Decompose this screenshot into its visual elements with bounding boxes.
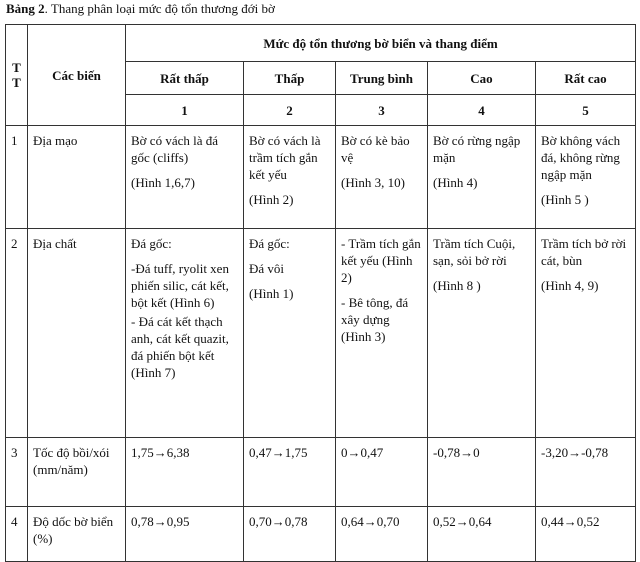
cell-level-4: Trầm tích Cuội, sạn, sỏi bở rời (Hình 8 ) — [428, 229, 536, 438]
tt-header: T T — [6, 25, 28, 126]
cell-level-5: Bờ không vách đá, không rừng ngập mặn (Hình 5 ) — [536, 126, 636, 229]
table-caption — [6, 1, 275, 17]
level-score-1: 1 — [126, 95, 244, 126]
variables-header: Các biến — [28, 25, 126, 126]
row-number: 4 — [6, 507, 28, 562]
cell-level-1: 1,75→6,38 — [126, 438, 244, 507]
cell-level-3: 0→0,47 — [336, 438, 428, 507]
table-row — [6, 229, 636, 438]
cell-level-2: 0,70→0,78 — [244, 507, 336, 562]
table-row — [6, 507, 636, 562]
cell-level-3: - Trầm tích gắn kết yếu (Hình 2) - Bê tông, đá xây dựng (Hình 3) — [336, 229, 428, 438]
vulnerability-table — [5, 24, 636, 562]
row-number: 1 — [6, 126, 28, 229]
level-name-5: Rất cao — [536, 62, 636, 95]
cell-level-2: Đá gốc: Đá vôi (Hình 1) — [244, 229, 336, 438]
table-row — [6, 126, 636, 229]
cell-level-2: Bờ có vách là trầm tích gắn kết yếu (Hình 2) — [244, 126, 336, 229]
row-variable: Tốc độ bồi/xói (mm/năm) — [28, 438, 126, 507]
caption-label: Bảng 2 — [6, 1, 45, 16]
caption-text: . Thang phân loại mức độ tổn thương đới bờ — [44, 1, 275, 16]
cell-level-1: Đá gốc: -Đá tuff, ryolit xen phiến silic, cát kết, bột kết (Hình 6) - Đá cát kết thạch anh, cát kết quazit, đá phiến bột kết (Hình 7) — [126, 229, 244, 438]
cell-level-1: Bờ có vách là đá gốc (cliffs) (Hình 1,6,7) — [126, 126, 244, 229]
cell-level-5: 0,44→0,52 — [536, 507, 636, 562]
row-number: 3 — [6, 438, 28, 507]
table-row — [6, 438, 636, 507]
level-name-1: Rất thấp — [126, 62, 244, 95]
cell-level-5: -3,20→-0,78 — [536, 438, 636, 507]
level-name-4: Cao — [428, 62, 536, 95]
cell-level-4: 0,52→0,64 — [428, 507, 536, 562]
cell-level-3: 0,64→0,70 — [336, 507, 428, 562]
level-name-3: Trung bình — [336, 62, 428, 95]
level-score-3: 3 — [336, 95, 428, 126]
cell-level-5: Trầm tích bở rời cát, bùn (Hình 4, 9) — [536, 229, 636, 438]
level-score-5: 5 — [536, 95, 636, 126]
level-score-2: 2 — [244, 95, 336, 126]
cell-level-3: Bờ có kè bảo vệ (Hình 3, 10) — [336, 126, 428, 229]
row-number: 2 — [6, 229, 28, 438]
level-name-2: Thấp — [244, 62, 336, 95]
row-variable: Địa mạo — [28, 126, 126, 229]
row-variable: Địa chất — [28, 229, 126, 438]
cell-level-4: -0,78→0 — [428, 438, 536, 507]
cell-level-2: 0,47→1,75 — [244, 438, 336, 507]
cell-level-4: Bờ có rừng ngập mặn (Hình 4) — [428, 126, 536, 229]
cell-level-1: 0,78→0,95 — [126, 507, 244, 562]
level-score-4: 4 — [428, 95, 536, 126]
group-header: Mức độ tổn thương bờ biển và thang điểm — [126, 25, 636, 62]
row-variable: Độ dốc bờ biển (%) — [28, 507, 126, 562]
